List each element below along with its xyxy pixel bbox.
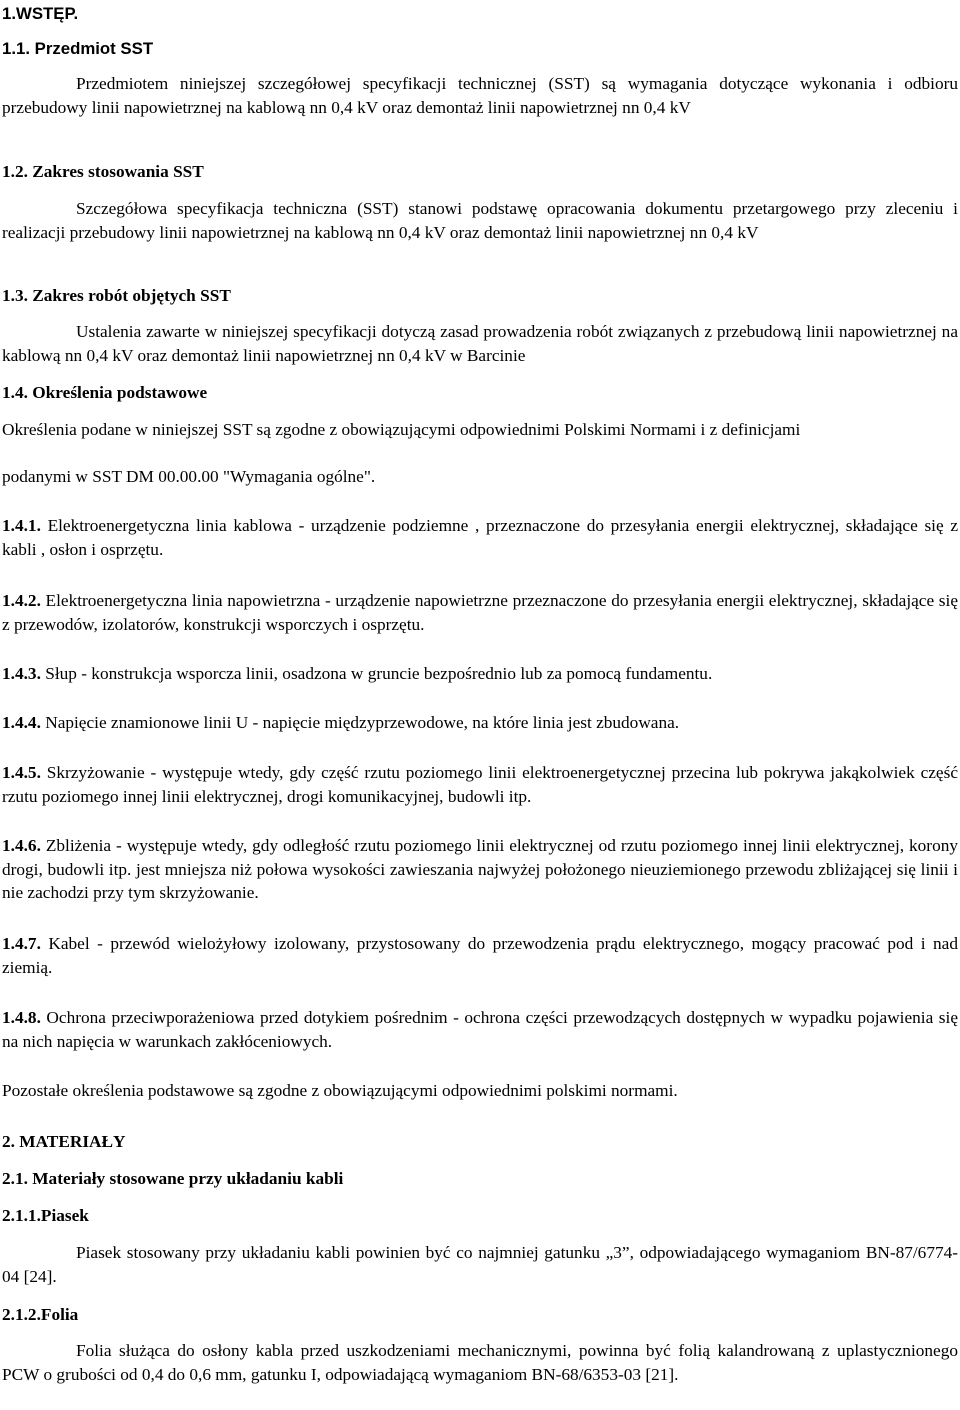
definition-1-4-7 — [2, 932, 958, 979]
definition-text: Elektroenergetyczna linia napowietrzna - urządzenie napowietrzne przeznaczone do przesyłania energii elektrycznej, składające się z przewodów, izolatorów, konstrukcji wsporczych i osprzętu. — [2, 591, 958, 634]
definition-text: Elektroenergetyczna linia kablowa - urządzenie podziemne , przeznaczone do przesyłania energii elektrycznej, składające się z kabli , osłon i osprzętu. — [2, 516, 958, 559]
section-intro-1-4-line2: podanymi w SST DM 00.00.00 "Wymagania ogólne". — [2, 467, 376, 486]
definition-number: 1.4.3. — [2, 664, 41, 683]
definition-text: Słup - konstrukcja wsporcza linii, osadzona w gruncie bezpośrednio lub za pomocą fundamentu. — [40, 664, 713, 683]
section-text-1-2 — [2, 197, 958, 244]
definition-1-4-8 — [2, 1006, 958, 1053]
definition-1-4-5 — [2, 761, 958, 808]
section-heading-2-1: 2.1. Materiały stosowane przy układaniu kabli — [2, 1169, 344, 1188]
definition-text: Napięcie znamionowe linii U - napięcie międzyprzewodowe, na które linia jest zbudowana. — [40, 713, 680, 732]
section-text-2-1-2 — [2, 1339, 958, 1386]
definition-1-4-4 — [2, 711, 958, 735]
definition-number: 1.4.4. — [2, 713, 41, 732]
section-intro-1-4: Określenia podane w niniejszej SST są zgodne z obowiązującymi odpowiednimi Polskimi Normami i z definicjami — [2, 420, 801, 439]
definition-number: 1.4.7. — [2, 934, 41, 953]
definition-1-4-1 — [2, 514, 958, 561]
definition-text: Kabel - przewód wielożyłowy izolowany, przystosowany do przewodzenia prądu elektrycznego, mogący pracować pod i nad ziemią. — [2, 934, 958, 977]
definition-1-4-3 — [2, 662, 958, 686]
section-heading-1-3: 1.3. Zakres robót objętych SST — [2, 286, 231, 305]
chapter-heading-materialy: 2. MATERIAŁY — [2, 1132, 126, 1151]
section-text-1-3 — [2, 320, 958, 367]
section-text-2-1-1-content: Piasek stosowany przy układaniu kabli powinien być co najmniej gatunku „3”, odpowiadającego wymaganiom BN-87/6774-04 [24]. — [2, 1243, 958, 1286]
definition-number: 1.4.1. — [2, 516, 41, 535]
definition-1-4-6 — [2, 834, 958, 905]
remaining-definitions-note: Pozostałe określenia podstawowe są zgodne z obowiązującymi odpowiednimi polskimi normami. — [2, 1081, 678, 1100]
definition-number: 1.4.6. — [2, 836, 41, 855]
section-text-1-1-content: Przedmiotem niniejszej szczegółowej specyfikacji technicznej (SST) są wymagania dotyczące wykonania i odbioru przebudowy linii napowietrznej na kablową nn 0,4 kV oraz demontaż linii napowietrznej nn 0,4 kV — [2, 74, 958, 117]
section-text-2-1-2-content: Folia służąca do osłony kabla przed uszkodzeniami mechanicznymi, powinna być folią kalandrowaną z uplastycznionego PCW o grubości od 0,4 do 0,6 mm, gatunku I, odpowiadającą wymaganiom BN-68/6353-03 [21]. — [2, 1341, 958, 1384]
definition-text: Zbliżenia - występuje wtedy, gdy odległość rzutu poziomego linii elektrycznej od rzutu poziomego innej linii elektrycznej, korony drogi, budowli itp. jest mniejsza niż połowa wysokości zawieszania najwyżej położonego nieuziemionego przewodu zbliżającej się linii i nie zachodzi przy tym skrzyżowanie. — [2, 836, 958, 902]
definition-1-4-2 — [2, 589, 958, 636]
definition-text: Skrzyżowanie - występuje wtedy, gdy część rzutu poziomego linii elektroenergetycznej przecina lub pokrywa jakąkolwiek część rzutu poziomego innej linii elektrycznej, drogi komunikacyjnej, budowli itp. — [2, 763, 958, 806]
section-heading-2-1-2: 2.1.2.Folia — [2, 1305, 79, 1324]
section-text-1-2-content: Szczegółowa specyfikacja techniczna (SST) stanowi podstawę opracowania dokumentu przetargowego przy zleceniu i realizacji przebudowy linii napowietrznej na kablową nn 0,4 kV oraz demontaż linii napowietrznej nn 0,4 kV — [2, 199, 958, 242]
definition-number: 1.4.5. — [2, 763, 41, 782]
section-heading-2-1-1: 2.1.1.Piasek — [2, 1206, 89, 1225]
definition-number: 1.4.2. — [2, 591, 41, 610]
definition-number: 1.4.8. — [2, 1008, 41, 1027]
definition-text: Ochrona przeciwporażeniowa przed dotykiem pośrednim - ochrona części przewodzących dostępnych w wypadku pojawienia się na nich napięcia w warunkach zakłóceniowych. — [2, 1008, 958, 1051]
section-text-1-3-content: Ustalenia zawarte w niniejszej specyfikacji dotyczą zasad prowadzenia robót związanych z przebudową linii napowietrznej na kablową nn 0,4 kV oraz demontaż linii napowietrznej nn 0,4 kV w Barcinie — [2, 322, 958, 365]
section-text-1-1 — [2, 72, 958, 119]
chapter-heading-wstep: 1.WSTĘP. — [2, 4, 79, 23]
section-heading-1-4: 1.4. Określenia podstawowe — [2, 383, 208, 402]
section-text-2-1-1 — [2, 1241, 958, 1288]
section-heading-1-2: 1.2. Zakres stosowania SST — [2, 162, 204, 181]
section-heading-1-1: 1.1. Przedmiot SST — [2, 39, 154, 58]
